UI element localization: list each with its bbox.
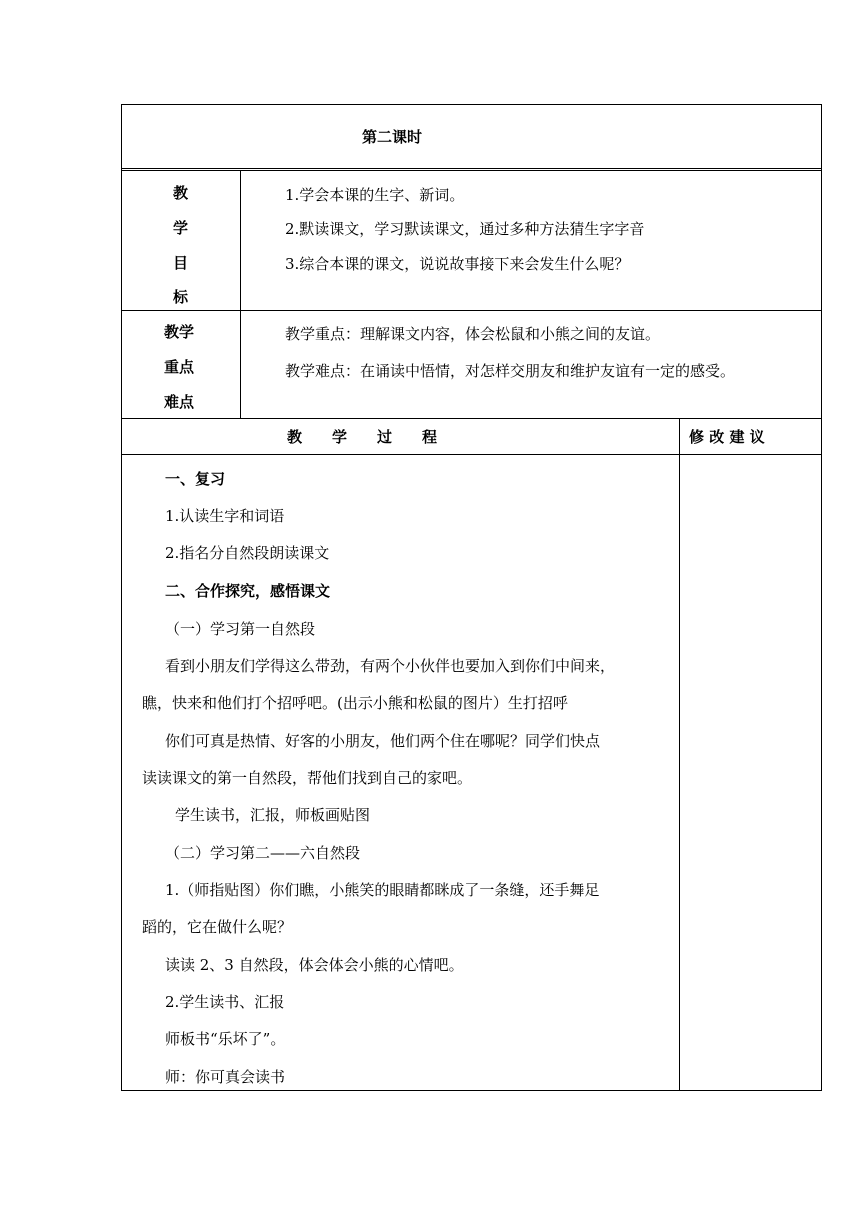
process-line: 师：你可真会读书 (165, 1068, 286, 1086)
process-line: 看到小朋友们学得这么带劲，有两个小伙伴也要加入到你们中间来， (165, 657, 616, 675)
key-points-label-line: 难点 (164, 393, 195, 411)
process-line: （二）学习第二——六自然段 (165, 844, 361, 862)
process-line: 学生读书，汇报，师板画贴图 (175, 806, 371, 824)
key-points-label-line: 重点 (164, 358, 195, 376)
row-divider (121, 170, 822, 171)
process-header: 教 学 过 程 (287, 428, 438, 446)
objective-item: 3.综合本课的课文，说说故事接下来会发生什么呢？ (285, 255, 630, 273)
row-divider (121, 454, 822, 455)
process-line: （一）学习第一自然段 (165, 620, 316, 638)
process-line: 2.指名分自然段朗读课文 (165, 544, 330, 562)
suggestion-header: 修 改 建 议 (689, 428, 765, 446)
row-divider (121, 310, 822, 311)
objectives-label-char: 目 (173, 254, 189, 272)
section-heading: 二、合作探究，感悟课文 (165, 582, 331, 600)
objectives-label-char: 学 (173, 219, 189, 237)
objective-item: 1.学会本课的生字、新词。 (285, 186, 465, 204)
key-points-label-line: 教学 (164, 323, 195, 341)
process-line: 师板书“乐坏了”。 (165, 1030, 286, 1048)
row-divider (121, 168, 822, 169)
process-line: 你们可真是热情、好客的小朋友，他们两个住在哪呢？同学们快点 (165, 732, 601, 750)
process-line: 读读课文的第一自然段，帮他们找到自己的家吧。 (142, 769, 473, 787)
label-column-divider (240, 170, 241, 418)
suggest-column-divider (679, 418, 680, 1091)
process-line: 1.认读生字和词语 (165, 507, 285, 525)
section-heading: 一、复习 (165, 470, 226, 488)
process-line: 2.学生读书、汇报 (165, 993, 285, 1011)
process-line: 瞧，快来和他们打个招呼吧。(出示小熊和松鼠的图片）生打招呼 (142, 694, 568, 712)
process-line: 1.（师指贴图）你们瞧，小熊笑的眼睛都眯成了一条缝，还手舞足 (165, 881, 600, 899)
objective-item: 2.默读课文，学习默读课文，通过多种方法猜生字字音 (285, 220, 645, 238)
process-line: 读读 2、3 自然段，体会体会小熊的心情吧。 (165, 956, 464, 974)
objectives-label-char: 标 (173, 288, 189, 306)
row-divider (121, 418, 822, 419)
objectives-label-char: 教 (173, 184, 189, 202)
process-line: 蹈的，它在做什么呢？ (142, 918, 293, 936)
key-point-item: 教学难点：在诵读中悟情，对怎样交朋友和维护友谊有一定的感受。 (285, 362, 736, 380)
key-point-item: 教学重点：理解课文内容，体会松鼠和小熊之间的友谊。 (285, 325, 661, 343)
lesson-title: 第二课时 (362, 128, 423, 146)
